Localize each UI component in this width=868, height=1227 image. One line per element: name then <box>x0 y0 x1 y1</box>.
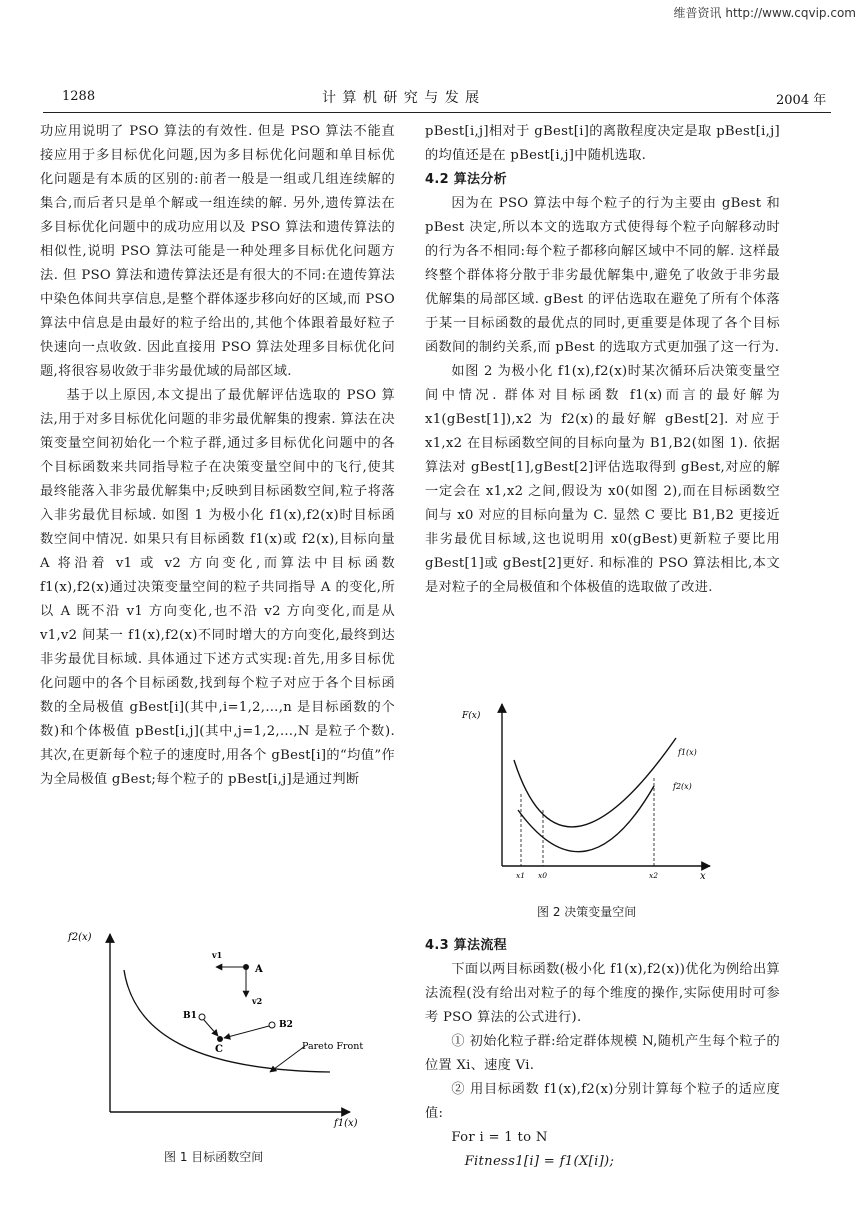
code-line-2: Fitness1[i] = f1(X[i]); <box>464 1154 615 1169</box>
fig2-x-label: x <box>700 871 706 882</box>
right-paragraph-3: 如图 2 为极小化 f1(x),f2(x)时某次循环后决策变量空间中情况. 群体对目标函数 f1(x)而言的最好解为 x1(gBest[1]),x2 为 f2(x)的最好解 gBest[2]. 对应于 x1,x2 在目标函数空间的目标向量为 B1,B2(如图 1). 依据算法对 gBest[1],gBest[2]评估选取得到 gBest,对应的解一定会在 x1,x2 之间,假设为 x0(如图 2),而在目标函数空间与 x0 对应的目标向量为 C. 显然 C 要比 B1,B2 更接近非劣最优目标域,这也说明用 x0(gBest)更新粒子要比用 gBest[1]或 gBest[2]更好. 和标准的 PSO 算法相比,本文是对粒子的全局极值和个体极值的选取做了改进. <box>425 364 780 595</box>
curve-f2 <box>518 786 654 852</box>
point-B2 <box>269 1022 275 1028</box>
pareto-front-label: Pareto Front <box>302 1041 364 1052</box>
section-4-3-heading: 4.3 算法流程 <box>425 938 507 953</box>
pareto-front-curve <box>124 970 330 1072</box>
header-rule <box>43 112 831 113</box>
point-C <box>217 1036 223 1042</box>
page-number: 1288 <box>62 89 96 104</box>
left-paragraph-2: 基于以上原因,本文提出了最优解评估选取的 PSO 算法,用于对多目标优化问题的非劣最优解集的搜索. 算法在决策变量空间初始化一个粒子群,通过多目标优化问题中的各个目标函数来共同指导粒子在决策变量空间中的飞行,使其最终能落入非劣最优解集中;反映到目标函数空间,粒子将落入非劣最优目标域. 如图 1 为极小化 f1(x),f2(x)时目标函数空间中情况. 如果只有目标函数 f1(x)或 f2(x),目标向量 A 将沿着 v1 或 v2 方向变化,而算法中目标函数 f1(x),f2(x)通过决策变量空间的粒子共同指导 A 的变化,所以 A 既不沿 v1 方向变化,也不沿 v2 方向变化,而是从 v1,v2 间某一 f1(x),f2(x)不同时增大的方向变化,最终到达非劣最优目标域. 具体通过下述方式实现:首先,用多目标优化问题中的各个目标函数,找到每个粒子对应于各个目标函数的全局极值 gBest[i](其中,i=1,2,…,n 是目标函数的个数)和个体极值 pBest[i,j](其中,j=1,2,…,N 是粒子个数). 其次,在更新每个粒子的速度时,用各个 gBest[i]的“均值”作为全局极值 gBest;每个粒子的 pBest[i,j]是通过判断 <box>40 388 395 787</box>
right-paragraph-5: ① 初始化粒子群:给定群体规模 N,随机产生每个粒子的位置 Xi、速度 Vi. <box>425 1034 780 1073</box>
section-4-2-heading: 4.2 算法分析 <box>425 172 507 187</box>
right-column-top <box>425 120 780 600</box>
figure-2-caption: 图 2 决策变量空间 <box>537 905 637 919</box>
tick-x1: x1 <box>516 871 526 880</box>
right-column-bottom <box>425 934 780 1174</box>
tick-x2: x2 <box>649 871 659 880</box>
left-paragraph-1: 功应用说明了 PSO 算法的有效性. 但是 PSO 算法不能直接应用于多目标优化问题,因为多目标优化问题和单目标优化问题是有本质的区别的:前者一般是一组或几组连续解的集合,而后者只是单个解或一组连续的解. 另外,遗传算法在多目标优化问题中的成功应用以及 PSO 算法和遗传算法的相似性,说明 PSO 算法可能是一种处理多目标优化问题方法. 但 PSO 算法和遗传算法还是有很大的不同:在遗传算法中染色体间共享信息,是整个群体逐步移向好的区域,而 PSO 算法中信息是由最好的粒子给出的,其他个体跟着最好粒子快速向一点收敛. 因此直接用 PSO 算法处理多目标优化问题,将很容易收敛于非劣最优域的局部区域. <box>40 124 395 379</box>
label-v2: v2 <box>252 996 263 1006</box>
curve-f1 <box>514 738 676 827</box>
label-C: C <box>215 1044 223 1055</box>
arrow-B1-C <box>204 1020 218 1036</box>
pareto-label-arrow <box>270 1046 305 1072</box>
arrow-B2-C <box>224 1026 269 1038</box>
right-paragraph-1: pBest[i,j]相对于 gBest[i]的离散程度决定是取 pBest[i,j]的均值还是在 pBest[i,j]中随机选取. <box>425 124 780 163</box>
label-B2: B2 <box>279 1020 293 1030</box>
right-paragraph-2: 因为在 PSO 算法中每个粒子的行为主要由 gBest 和 pBest 决定,所以本文的选取方式使得每个粒子向解移动时的行为各不相同:每个粒子都移向解区域中不同的解. 这样最终整个群体将分散于非劣最优解集中,避免了收敛于非劣最优解集的局部区域. gBest 的评估选取在避免了所有个体落于某一目标函数的最优点的同时,更重要是体现了各个目标函数间的制约关系,而 pBest 的选取方式更加强了这一行为. <box>425 196 780 355</box>
tick-x0: x0 <box>538 871 548 880</box>
figure-2 <box>458 698 728 888</box>
label-A: A <box>255 964 263 975</box>
fig2-y-label: F(x) <box>462 711 481 721</box>
figure-1 <box>62 920 372 1135</box>
fig1-y-label: f2(x) <box>68 932 92 943</box>
left-column <box>40 120 395 792</box>
journal-title: 计 算 机 研 究 与 发 展 <box>322 90 481 106</box>
year: 2004 年 <box>776 93 827 108</box>
point-B1 <box>199 1014 205 1020</box>
right-paragraph-6: ② 用目标函数 f1(x),f2(x)分别计算每个粒子的适应度值: <box>425 1082 780 1121</box>
fig1-x-label: f1(x) <box>334 1118 358 1129</box>
watermark: 维普资讯 http://www.cqvip.com <box>673 6 856 20</box>
label-v1: v1 <box>212 950 223 960</box>
figure-1-caption: 图 1 目标函数空间 <box>164 1150 264 1164</box>
code-line-1: For i = 1 to N <box>451 1130 548 1145</box>
label-B1: B1 <box>183 1011 197 1021</box>
right-paragraph-4: 下面以两目标函数(极小化 f1(x),f2(x))优化为例给出算法流程(没有给出对粒子的每个维度的操作,实际使用时可参考 PSO 算法的公式进行). <box>425 962 780 1025</box>
f2-label: f2(x) <box>673 782 692 791</box>
f1-label: f1(x) <box>678 748 697 757</box>
